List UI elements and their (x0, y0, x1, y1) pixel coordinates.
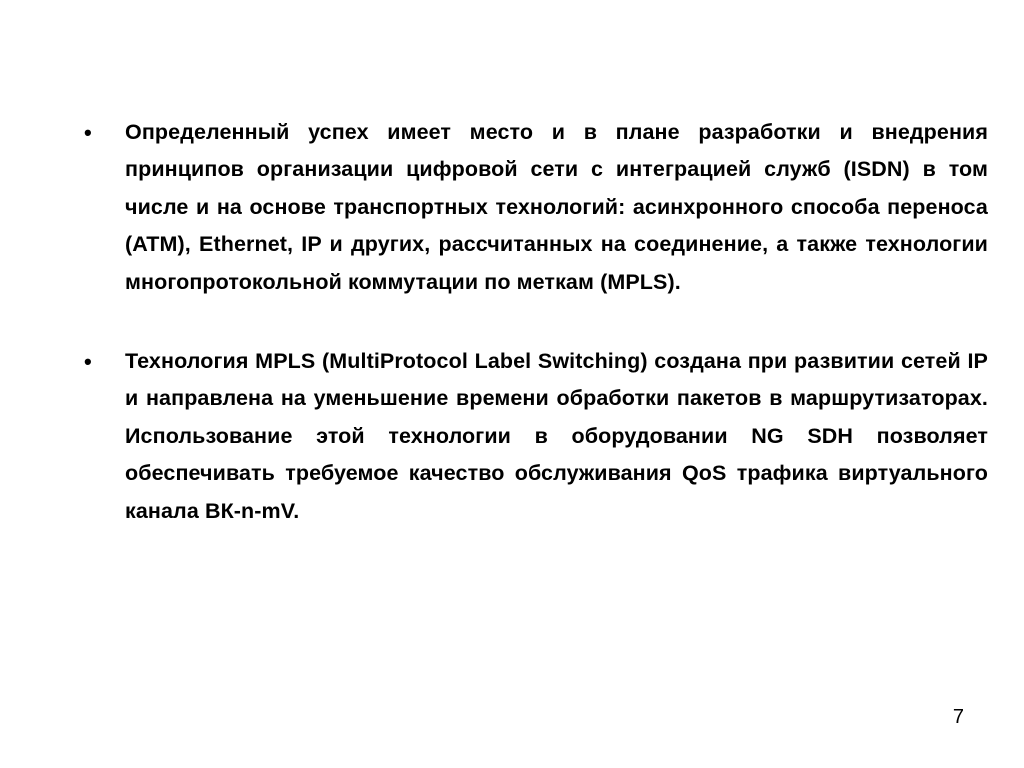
bullet-item-isdn (84, 114, 988, 301)
bullet-text-isdn: Определенный успех имеет место и в плане разработки и внедрения принципов организации цифровой сети с интеграцией служб (ISDN) в том числе и на основе транспортных технологий: асинхронного способа переноса (ATM), Ethernet, IP и других, рассчитанных на соединение, а также технологии многопротокольной коммутации по меткам (MPLS). (125, 120, 988, 294)
page-number: 7 (952, 706, 964, 728)
bullet-item-mpls (84, 343, 988, 530)
bullet-list (84, 114, 988, 572)
bullet-icon: • (84, 349, 92, 375)
bullet-icon: • (84, 120, 92, 145)
bullet-text-mpls: Технология MPLS (MultiProtocol Label Switching) создана при развитии сетей IP и направлена на уменьшение времени обработки пакетов в маршрутизаторах. Использование этой технологии в оборудовании NG SDH позволяет обеспечивать требуемое качество обслуживания QoS трафика виртуального канала ВК-n-mV. (125, 349, 988, 523)
